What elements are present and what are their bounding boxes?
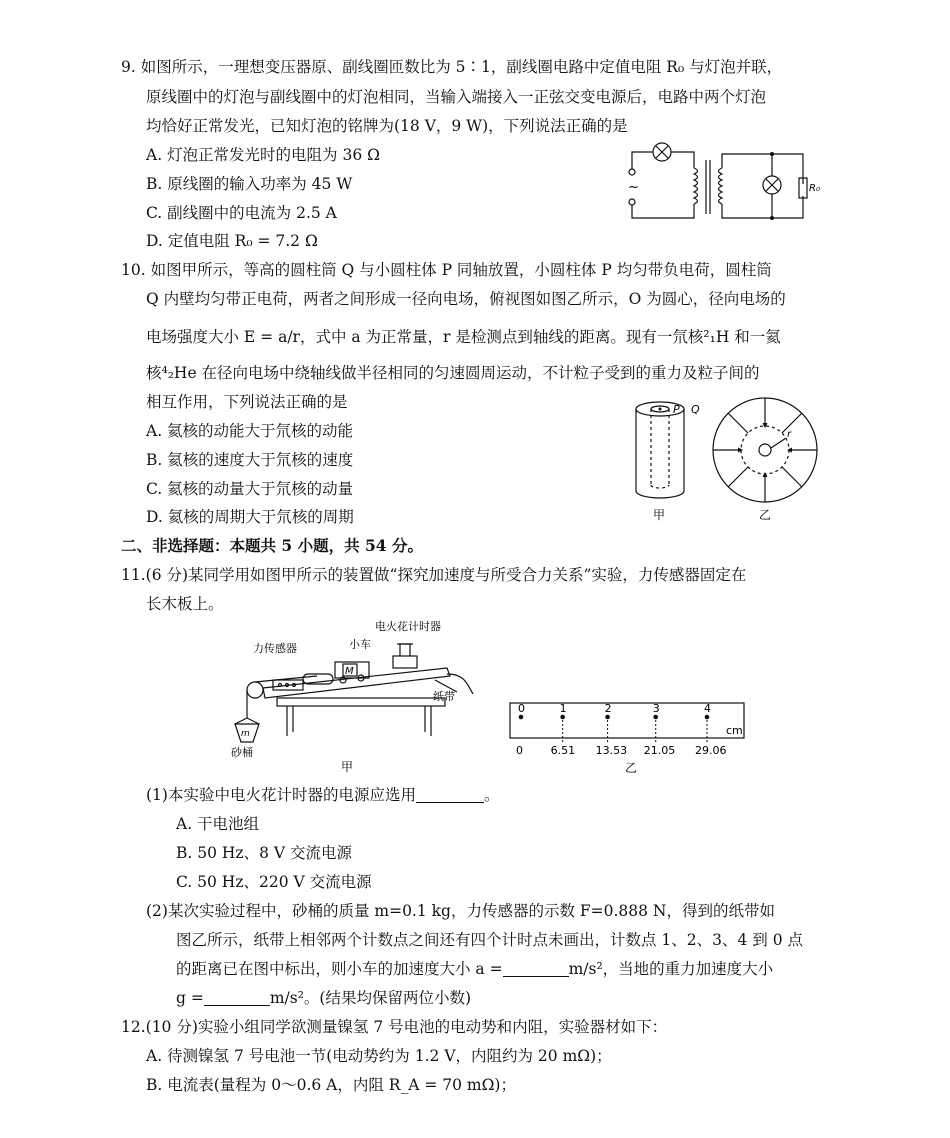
tape-unit-label: cm xyxy=(726,724,743,737)
q11-sub2-line-3-start: 的距离已在图中标出，则小车的加速度大小 a = xyxy=(176,960,503,978)
q11-sub2-line-4-start: g = xyxy=(176,989,204,1007)
caption-yi-11: 乙 xyxy=(625,761,638,775)
q11-sub1-end: 。 xyxy=(483,786,500,804)
q9-stem-line-1: 9. 如图所示，一理想变压器原、副线圈匝数比为 5∶1，副线圈电路中定值电阻 R₀ 与灯泡并联， xyxy=(121,58,783,76)
tape-point-3 xyxy=(653,715,658,720)
tape-point-1 xyxy=(560,715,565,720)
q10-stem-line-3: 电场强度大小 E = a/r，式中 a 为正常量，r 是检测点到轴线的距离。现有一氘核²₁H 和一氦 xyxy=(146,328,781,346)
q11-sub1 xyxy=(146,784,499,806)
q11-sub1-option-a: A. 干电池组 xyxy=(176,815,260,833)
q11-apparatus-figure xyxy=(225,618,495,778)
caption-jia: 甲 xyxy=(653,508,666,522)
q10-cylinder-figures xyxy=(625,395,840,535)
q11-sub2-line-2: 图乙所示，纸带上相邻两个计数点之间还有四个计时点未画出，计数点 1、2、3、4 到 0 点 xyxy=(176,931,804,949)
label-tape: 纸带 xyxy=(433,690,455,703)
label-q: Q xyxy=(691,403,700,416)
q10-stem-line-5: 相互作用，下列说法正确的是 xyxy=(146,393,348,411)
label-r: r xyxy=(787,429,792,440)
label-bucket: 砂桶 xyxy=(231,746,253,759)
tape-point-label-4: 4 xyxy=(703,702,711,715)
q9-option-b: B. 原线圈的输入功率为 45 W xyxy=(146,175,353,193)
q11-sub2-line-1: (2)某次实验过程中，砂桶的质量 m=0.1 kg，力传感器的示数 F=0.888 N，得到的纸带如 xyxy=(146,902,775,920)
q11-sub1-option-c: C. 50 Hz、220 V 交流电源 xyxy=(176,873,372,891)
caption-jia-11: 甲 xyxy=(341,760,354,774)
q9-option-d: D. 定值电阻 R₀ = 7.2 Ω xyxy=(146,232,318,250)
q10-stem-line-2: Q 内壁均匀带正电荷，两者之间形成一径向电场，俯视图如图乙所示，O 为圆心，径向电场的 xyxy=(146,290,786,308)
q10-stem-line-4: 核⁴₂He 在径向电场中绕轴线做半径相同的匀速圆周运动，不计粒子受到的重力及粒子间的 xyxy=(146,364,760,382)
tape-distance-1: 6.51 xyxy=(550,744,576,757)
label-p: P xyxy=(673,403,680,416)
tape-distance-3: 21.05 xyxy=(643,744,676,757)
q11-stem-line-1: 11.(6 分)某同学用如图甲所示的装置做“探究加速度与所受合力关系”实验，力传感器固定在 xyxy=(121,566,747,584)
tape-point-0 xyxy=(519,715,524,720)
q9-stem-line-2: 原线圈中的灯泡与副线圈中的灯泡相同，当输入端接入一正弦交变电源后，电路中两个灯泡 xyxy=(146,88,767,106)
q10-option-b: B. 氦核的速度大于氘核的速度 xyxy=(146,451,354,469)
q9-option-c: C. 副线圈中的电流为 2.5 A xyxy=(146,204,337,222)
q9-option-a: A. 灯泡正常发光时的电阻为 36 Ω xyxy=(146,146,380,164)
q9-stem-line-3: 均恰好正常发光，已知灯泡的铭牌为(18 V，9 W)，下列说法正确的是 xyxy=(146,117,628,135)
q12-item-a: A. 待测镍氢 7 号电池一节(电动势约为 1.2 V，内阻约为 20 mΩ)； xyxy=(146,1047,612,1065)
q11-sub2-line-3-end: m/s²，当地的重力加速度大小 xyxy=(568,960,774,978)
q10-option-c: C. 氦核的动量大于氘核的动量 xyxy=(146,480,354,498)
section-2-heading: 二、非选择题：本题共 5 小题，共 54 分。 xyxy=(121,536,423,555)
q10-stem-line-1: 10. 如图甲所示，等高的圆柱筒 Q 与小圆柱体 P 同轴放置，小圆柱体 P 均匀带负电荷，圆柱筒 xyxy=(121,261,772,279)
q10-option-d: D. 氦核的周期大于氘核的周期 xyxy=(146,508,354,526)
q11-accel-answer-blank[interactable] xyxy=(503,960,569,977)
tape-point-label-2: 2 xyxy=(604,702,612,715)
label-mass-m: M xyxy=(345,666,354,677)
tape-distance-4: 29.06 xyxy=(694,744,727,757)
q12-stem: 12.(10 分)实验小组同学欲测量镍氢 7 号电池的电动势和内阻，实验器材如下： xyxy=(121,1018,668,1036)
resistor-label: R₀ xyxy=(809,183,820,194)
ac-source-symbol: ~ xyxy=(628,180,639,195)
caption-yi: 乙 xyxy=(759,508,772,522)
tape-point-label-0: 0 xyxy=(518,702,525,715)
q11-sub1-option-b: B. 50 Hz、8 V 交流电源 xyxy=(176,844,352,862)
q11-sub1-prompt: (1)本实验中电火花计时器的电源应选用 xyxy=(146,786,416,804)
q9-transformer-circuit xyxy=(620,138,820,228)
tape-point-label-3: 3 xyxy=(652,702,660,715)
q11-stem-line-2: 长木板上。 xyxy=(146,595,224,613)
tape-point-4 xyxy=(705,715,710,720)
q11-gravity-answer-blank[interactable] xyxy=(204,989,270,1006)
tape-distance-0: 0 xyxy=(516,744,523,757)
q11-sub2-line-3 xyxy=(176,958,773,980)
q10-option-a: A. 氦核的动能大于氘核的动能 xyxy=(146,422,354,440)
label-sensor: 力传感器 xyxy=(253,642,297,655)
q11-sub1-answer-blank[interactable] xyxy=(416,786,484,803)
q11-tape-chart xyxy=(505,698,750,778)
q11-sub2-line-4-end: m/s²。(结果均保留两位小数) xyxy=(269,989,472,1007)
label-timer: 电火花计时器 xyxy=(375,620,441,633)
tape-point-label-1: 1 xyxy=(559,702,567,715)
label-bucket-mass: m xyxy=(241,729,250,739)
q12-item-b: B. 电流表(量程为 0～0.6 A，内阻 R_A = 70 mΩ)； xyxy=(146,1076,516,1094)
q11-sub2-line-4 xyxy=(176,987,471,1009)
label-cart: 小车 xyxy=(349,638,371,651)
tape-distance-2: 13.53 xyxy=(595,744,628,757)
tape-point-2 xyxy=(605,715,610,720)
